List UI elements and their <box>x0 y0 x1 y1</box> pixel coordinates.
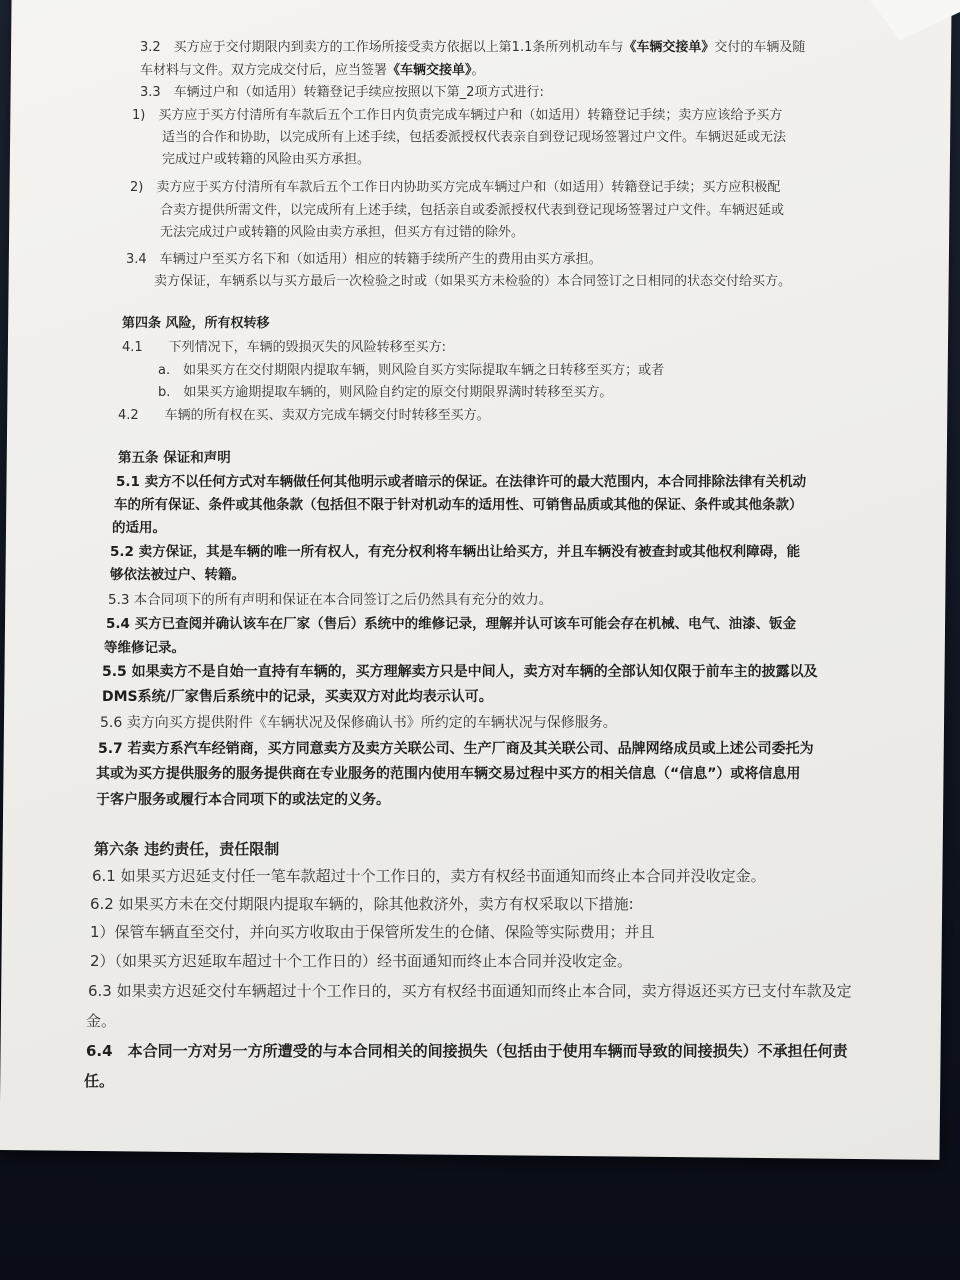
clause-3-2-line-1 <box>140 36 805 55</box>
clause-5-3: 5.3 本合同项下的所有声明和保证在本合同签订之后仍然具有充分的效力。 <box>108 592 553 608</box>
clause-5-title: 第五条 保证和声明 <box>118 450 231 466</box>
clause-6-3-line-1: 6.3 如果卖方迟延交付车辆超过十个工作日的，买方有权经书面通知而终止本合同，卖方得返还买方已支付车款及定 <box>88 982 852 1000</box>
clause-6-2: 6.2 如果买方未在交付期限内提取车辆的，除其他救济外，卖方有权采取以下措施: <box>90 895 634 913</box>
clause-3-4-line-1: 3.4 车辆过户至买方名下和（如适用）相应的转籍手续所产生的费用由买方承担。 <box>126 252 602 267</box>
clause-6-2-measure-2: 2）（如果买方迟延取车超过十个工作日的）经书面通知而终止本合同并没收定金。 <box>90 952 633 970</box>
clause-4-title: 第四条 风险，所有权转移 <box>122 316 270 331</box>
clause-3-2-period: 。 <box>471 63 485 78</box>
clause-4-1: 4.1 下列情况下，车辆的毁损灭失的风险转移至买方: <box>122 340 447 355</box>
clause-5-7-line-1: 5.7 若卖方系汽车经销商，买方同意卖方及卖方关联公司、生产厂商及其关联公司、品牌网络成员或上述公司委托为 <box>98 741 814 757</box>
clause-6-3-line-2: 金。 <box>86 1012 117 1030</box>
clause-5-4-line-1: 5.4 买方已查阅并确认该车在厂家（售后）系统中的维修记录，理解并认可该车可能会存在机械、电气、油漆、钣金 <box>106 616 797 632</box>
clause-3-3-option-2-line-2: 合卖方提供所需文件，以完成所有上述手续，包括亲自或委派授权代表到登记现场签署过户文件。车辆迟延或 <box>160 203 785 218</box>
clause-5-5-line-2: DMS系统/厂家售后系统中的记录，买卖双方对此均表示认可。 <box>102 689 493 705</box>
clause-4-1-b: b. 如果买方逾期提取车辆的，则风险自约定的原交付期限界满时转移至买方。 <box>158 385 613 400</box>
clause-6-2-measure-1: 1）保管车辆直至交付，并向买方收取由于保管所发生的仓储、保险等实际费用；并且 <box>90 923 655 941</box>
clause-5-4-line-2: 等维修记录。 <box>104 640 185 656</box>
clause-3-3: 3.3 车辆过户和（如适用）转籍登记手续应按照以下第_2项方式进行: <box>140 85 544 100</box>
clause-3-3-option-1-line-2: 适当的合作和协助，以完成所有上述手续，包括委派授权代表亲自到登记现场签署过户文件。车辆迟延或无法 <box>162 130 787 145</box>
clause-3-3-option-2-line-1: 2) 卖方应于买方付清所有车款后五个工作日内协助买方完成车辆过户和（如适用）转籍登记手续；买方应积极配 <box>130 180 781 195</box>
clause-3-3-option-2-line-3: 无法完成过户或转籍的风险由卖方承担，但买方有过错的除外。 <box>160 225 525 240</box>
clause-5-2-line-2: 够依法被过户、转籍。 <box>110 567 245 583</box>
handover-form-ref: 《车辆交接单》 <box>623 40 715 55</box>
clause-5-6: 5.6 卖方向买方提供附件《车辆状况及保修确认书》所约定的车辆状况与保修服务。 <box>100 715 617 731</box>
clause-3-3-option-1-line-3: 完成过户或转籍的风险由买方承担。 <box>162 152 371 167</box>
clause-6-1: 6.1 如果买方迟延支付任一笔车款超过十个工作日的，卖方有权经书面通知而终止本合同并没收定金。 <box>92 867 766 885</box>
handover-form-ref-2: 《车辆交接单》 <box>387 63 472 78</box>
clause-5-7-line-2: 其或为买方提供服务的服务提供商在专业服务的范围内使用车辆交易过程中买方的相关信息（“信息”）或将信息用 <box>96 766 801 782</box>
clause-5-2-line-1: 5.2 卖方保证，其是车辆的唯一所有权人，有充分权利将车辆出让给买方，并且车辆没有被查封或其他权利障碍，能 <box>110 544 801 560</box>
clause-5-7-line-3: 于客户服务或履行本合同项下的或法定的义务。 <box>96 792 390 808</box>
clause-6-title: 第六条 违约责任，责任限制 <box>94 840 280 858</box>
clause-5-1-line-1: 5.1 卖方不以任何方式对车辆做任何其他明示或者暗示的保证。在法律许可的最大范围内，本合同排除法律有关机动 <box>116 474 807 490</box>
clause-6-4-line-1: 6.4 本合同一方对另一方所遭受的与本合同相关的间接损失（包括由于使用车辆而导致的间接损失）不承担任何责 <box>86 1042 848 1060</box>
clause-5-1-line-3: 的适用。 <box>112 520 166 536</box>
clause-3-2-text: 3.2 买方应于交付期限内到卖方的工作场所接受卖方依据以上第1.1条所列机动车与 <box>140 40 624 55</box>
clause-3-2-line-2 <box>140 59 485 78</box>
clause-4-1-a: a. 如果买方在交付期限内提取车辆，则风险自买方实际提取车辆之日转移至买方；或者 <box>158 363 665 378</box>
clause-5-1-line-2: 车的所有保证、条件或其他条款（包括但不限于针对机动车的适用性、可销售品质或其他的保证、条件或其他条款） <box>114 497 803 513</box>
clause-3-3-option-1-line-1: 1) 买方应于买方付清所有车款后五个工作日内负责完成车辆过户和（如适用）转籍登记手续；卖方应该给予买方 <box>132 108 783 123</box>
clause-4-2: 4.2 车辆的所有权在买、卖双方完成车辆交付时转移至买方。 <box>118 408 490 423</box>
clause-6-4-line-2: 任。 <box>84 1072 115 1090</box>
clause-3-2-text-2: 车材料与文件。双方完成交付后，应当签署 <box>140 63 388 78</box>
clause-3-2-text-end: 交付的车辆及随 <box>714 40 806 55</box>
clause-3-4-line-2: 卖方保证，车辆系以与买方最后一次检验之时或（如果买方未检验的）本合同签订之日相同的状态交付给买方。 <box>154 274 792 289</box>
clause-5-5-line-1: 5.5 如果卖方不是自始一直持有车辆的，买方理解卖方只是中间人，卖方对车辆的全部认知仅限于前车主的披露以及 <box>102 664 818 680</box>
